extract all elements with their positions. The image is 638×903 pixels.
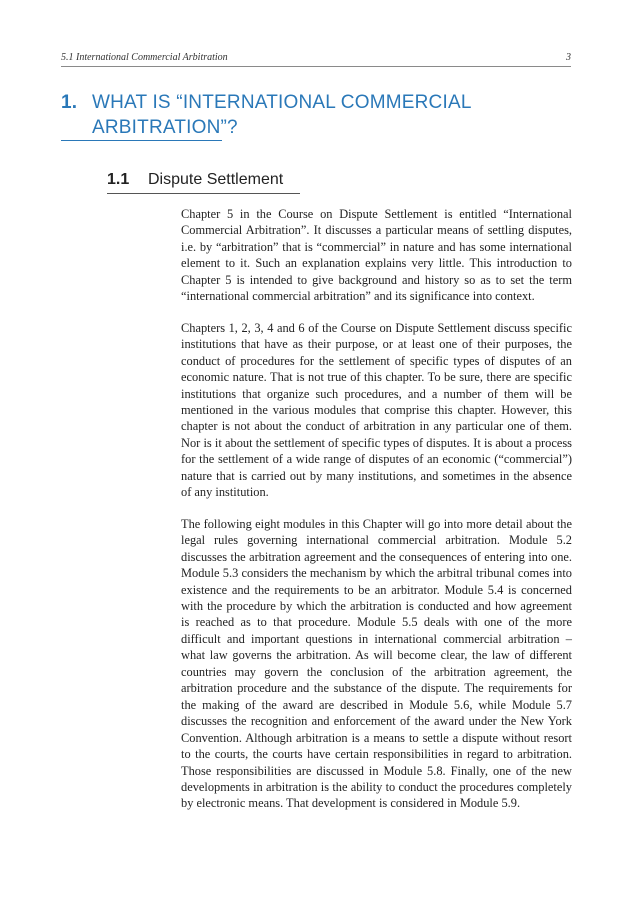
section-heading	[107, 171, 300, 194]
section-title: Dispute Settlement	[148, 171, 284, 188]
chapter-number: 1.	[61, 92, 78, 113]
body-text	[181, 206, 572, 827]
paragraph-3: The following eight modules in this Chapter will go into more detail about the legal rules governing international commercial arbitration. Module 5.2 discusses the arbitration agreement and the consequences of entering into one. Module 5.3 considers the mechanism by which the arbitral tribunal comes into existence and the requirements to be an arbitrator. Module 5.4 is concerned with the procedure by which the arbitration is conducted and how agreement is reached as to that procedure. Module 5.5 deals with one of the more difficult and important questions in international commercial arbitration – what law governs the arbitration. As will become clear, the law of different countries may govern the conclusion of the arbitration agreement, the arbitration procedure and the substance of the dispute. The requirements for the making of the award are described in Module 5.6, while Module 5.7 discusses the recognition and enforcement of the award under the New York Convention. Although arbitration is a means to settle a dispute without resort to the courts, the courts have certain responsibilities in regard to arbitration. Those responsibilities are discussed in Module 5.8. Finally, one of the new developments in arbitration is the ability to conduct the procedures completely by electronic means. That development is considered in Module 5.9.	[181, 516, 572, 811]
page-number: 3	[566, 52, 571, 63]
chapter-title-rule	[61, 140, 222, 141]
running-header	[61, 52, 571, 67]
chapter-title: WHAT IS “INTERNATIONAL COMMERCIAL ARBITRATION”?	[92, 92, 472, 138]
paragraph-1: Chapter 5 in the Course on Dispute Settlement is entitled “International Commercial Arbitration”. It discusses a particular means of settling disputes, i.e. by “arbitration” that is “commercial” in nature and has some international element to it. Such an explanation explains very little. This introduction to Chapter 5 is intended to give background and history so as to set the term “international commercial arbitration” and its significance into context.	[181, 207, 572, 304]
paragraph-2: Chapters 1, 2, 3, 4 and 6 of the Course on Dispute Settlement discuss specific institutions that have as their purpose, or at least one of their purposes, the conduct of procedures for the settlement of specific types of disputes of an economic nature. That is not true of this chapter. To be sure, there are specific institutions that organize such procedures, and a number of them will be mentioned in the various modules that comprise this chapter. However, this chapter is not about the conduct of arbitration in any particular one of them. Nor is it about the settlement of specific types of disputes. It is about a process for the settlement of a wide range of disputes of an economic (“commercial”) nature that is carried out by many institutions, and sometimes in the absence of any institution.	[181, 320, 572, 500]
section-number: 1.1	[107, 171, 130, 188]
running-title: 5.1 International Commercial Arbitration	[61, 52, 228, 63]
